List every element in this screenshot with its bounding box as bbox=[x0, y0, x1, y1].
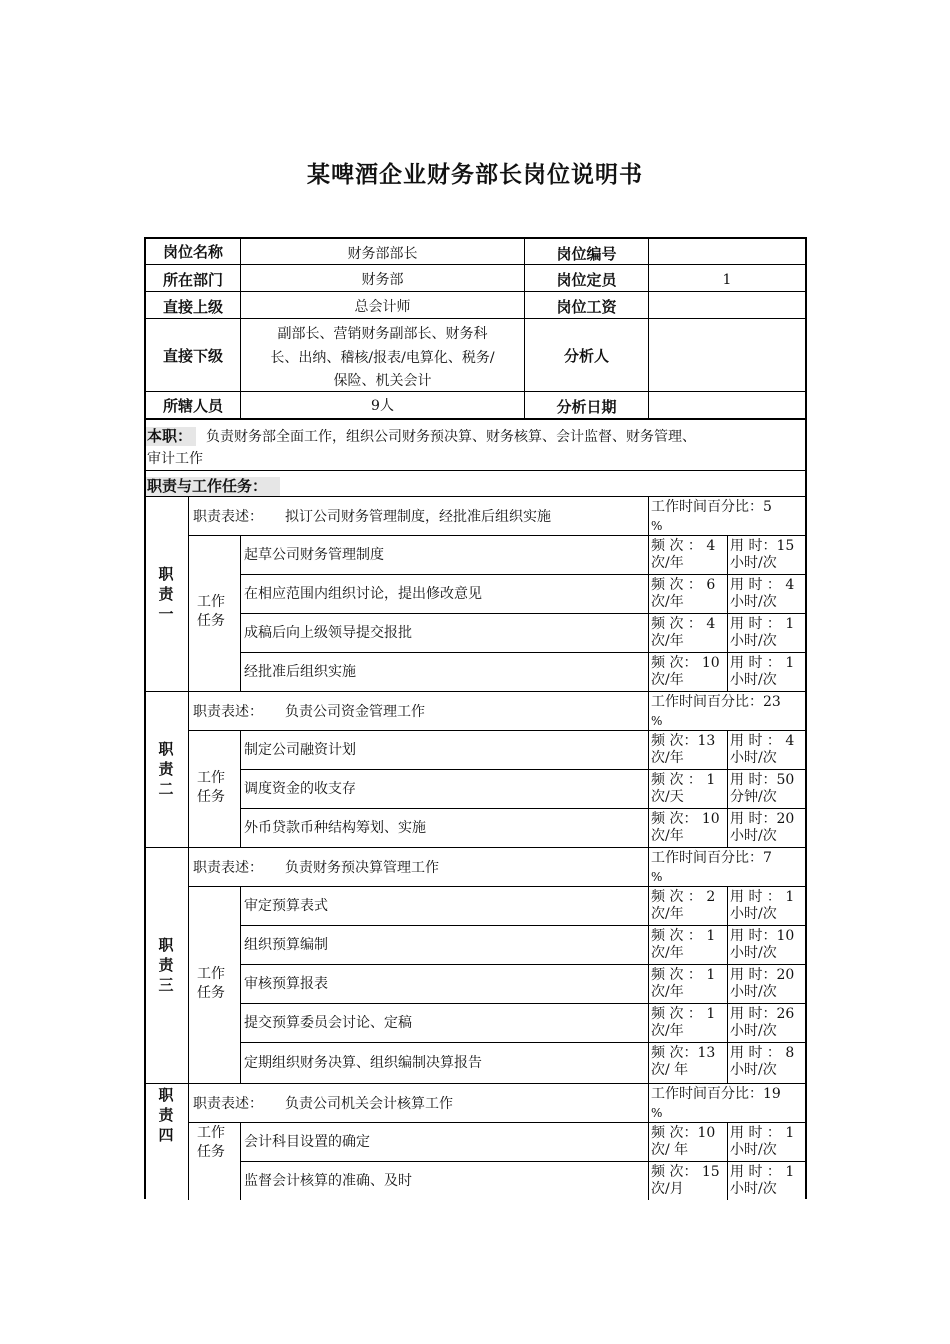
task-label: 工作任务 bbox=[197, 770, 225, 805]
duty-summary-line-1: 负责财务部全面工作，组织公司财务预决算、财务核算、会计监督、财务管理、 bbox=[206, 429, 696, 445]
task-duration-unit: 小时/次 bbox=[730, 1062, 777, 1078]
task-duration-unit: 小时/次 bbox=[730, 672, 777, 688]
task-text: 监督会计核算的准确、及时 bbox=[244, 1173, 412, 1189]
quota-label: 岗位定员 bbox=[556, 271, 617, 289]
duty-desc: 负责公司机关会计核算工作 bbox=[285, 1096, 453, 1112]
task-duration: 用 时 ： 4 bbox=[730, 577, 795, 593]
date-label: 分析日期 bbox=[556, 398, 617, 416]
staff-value: 9人 bbox=[371, 398, 394, 414]
position-name-value: 财务部部长 bbox=[347, 246, 418, 262]
work-time-percent-unit: % bbox=[651, 870, 663, 884]
task-duration: 用 时 ： 8 bbox=[730, 1045, 795, 1061]
task-duration: 用 时：20 bbox=[730, 967, 795, 983]
task-label: 工作任务 bbox=[197, 966, 225, 1001]
task-frequency-unit: 次/ 年 bbox=[651, 1062, 689, 1078]
task-frequency: 频 次： 10 bbox=[651, 811, 720, 827]
duty-desc-label: 职责表述： bbox=[193, 704, 263, 720]
task-frequency: 频 次 ： 4 bbox=[651, 538, 716, 554]
work-time-percent: 工作时间百分比：19 bbox=[651, 1086, 781, 1102]
task-duration-unit: 小时/次 bbox=[730, 906, 777, 922]
task-duration-unit: 小时/次 bbox=[730, 633, 777, 649]
task-label: 工作任务 bbox=[197, 594, 225, 629]
duty-desc: 负责公司资金管理工作 bbox=[285, 704, 425, 720]
duty-desc: 拟订公司财务管理制度，经批准后组织实施 bbox=[285, 509, 551, 525]
task-duration: 用 时：26 bbox=[730, 1006, 795, 1022]
task-duration-unit: 小时/次 bbox=[730, 1142, 777, 1158]
work-time-percent: 工作时间百分比：5 bbox=[651, 499, 772, 515]
task-duration-unit: 小时/次 bbox=[730, 594, 777, 610]
task-frequency-unit: 次/年 bbox=[651, 945, 684, 961]
task-duration: 用 时 ： 1 bbox=[730, 889, 795, 905]
task-frequency-unit: 次/年 bbox=[651, 906, 684, 922]
subordinate-line-3: 保险、机关会计 bbox=[333, 373, 432, 389]
task-text: 经批准后组织实施 bbox=[244, 664, 356, 680]
task-frequency: 频 次：10 bbox=[651, 1125, 716, 1141]
position-no-label: 岗位编号 bbox=[556, 245, 617, 263]
task-duration-unit: 小时/次 bbox=[730, 750, 777, 766]
task-text: 定期组织财务决算、组织编制决算报告 bbox=[244, 1055, 482, 1071]
task-text: 起草公司财务管理制度 bbox=[244, 547, 384, 563]
task-text: 在相应范围内组织讨论，提出修改意见 bbox=[244, 586, 482, 602]
analyst-label: 分析人 bbox=[563, 347, 609, 365]
task-duration-unit: 小时/次 bbox=[730, 1181, 777, 1197]
work-time-percent-unit: % bbox=[651, 519, 663, 533]
task-duration-unit: 小时/次 bbox=[730, 828, 777, 844]
task-frequency: 频 次 ： 6 bbox=[651, 577, 716, 593]
task-frequency-unit: 次/年 bbox=[651, 633, 684, 649]
subordinate-line-2: 长、出纳、稽核/报表/电算化、税务/ bbox=[270, 350, 495, 366]
task-frequency-unit: 次/年 bbox=[651, 1023, 684, 1039]
duty-name: 职责三 bbox=[158, 936, 174, 994]
task-text: 调度资金的收支存 bbox=[244, 781, 356, 797]
task-frequency: 频 次：13 bbox=[651, 733, 716, 749]
duty-name: 职责二 bbox=[158, 740, 174, 798]
task-frequency-unit: 次/年 bbox=[651, 555, 684, 571]
duties-header: 职责与工作任务： bbox=[147, 477, 268, 495]
subordinate-label: 直接下级 bbox=[162, 347, 223, 365]
task-text: 审定预算表式 bbox=[244, 898, 328, 914]
task-frequency-unit: 次/年 bbox=[651, 750, 684, 766]
duty-summary-label: 本职： bbox=[147, 427, 193, 445]
task-duration: 用 时：50 bbox=[730, 772, 795, 788]
task-frequency: 频 次： 15 bbox=[651, 1164, 720, 1180]
duty-desc: 负责财务预决算管理工作 bbox=[285, 860, 439, 876]
task-frequency-unit: 次/年 bbox=[651, 672, 684, 688]
duty-desc-label: 职责表述： bbox=[193, 509, 263, 525]
subordinate-line-1: 副部长、营销财务副部长、财务科 bbox=[277, 326, 488, 342]
salary-label: 岗位工资 bbox=[556, 298, 617, 316]
task-frequency-unit: 次/天 bbox=[651, 789, 684, 805]
duty-desc-label: 职责表述： bbox=[193, 860, 263, 876]
task-frequency: 频 次 ： 2 bbox=[651, 889, 716, 905]
task-frequency: 频 次 ： 1 bbox=[651, 967, 716, 983]
task-text: 成稿后向上级领导提交报批 bbox=[244, 625, 412, 641]
staff-label: 所辖人员 bbox=[162, 397, 223, 415]
task-text: 组织预算编制 bbox=[244, 937, 328, 953]
department-label: 所在部门 bbox=[162, 271, 223, 289]
work-time-percent-unit: % bbox=[651, 1106, 663, 1120]
task-text: 提交预算委员会讨论、定稿 bbox=[244, 1015, 412, 1031]
task-text: 制定公司融资计划 bbox=[244, 742, 356, 758]
document-title: 某啤酒企业财务部长岗位说明书 bbox=[307, 162, 643, 188]
duty-summary-line-2: 审计工作 bbox=[147, 451, 203, 467]
task-frequency-unit: 次/ 年 bbox=[651, 1142, 689, 1158]
task-duration-unit: 小时/次 bbox=[730, 984, 777, 1000]
task-frequency: 频 次 ： 1 bbox=[651, 928, 716, 944]
task-label: 工作任务 bbox=[197, 1125, 225, 1160]
task-duration: 用 时 ： 1 bbox=[730, 655, 795, 671]
task-duration: 用 时 ： 1 bbox=[730, 1125, 795, 1141]
task-text: 会计科目设置的确定 bbox=[244, 1134, 370, 1150]
duty-name: 职责一 bbox=[158, 565, 174, 623]
work-time-percent-unit: % bbox=[651, 714, 663, 728]
work-time-percent: 工作时间百分比：23 bbox=[651, 694, 781, 710]
task-duration: 用 时 ： 4 bbox=[730, 733, 795, 749]
task-duration-unit: 小时/次 bbox=[730, 945, 777, 961]
task-frequency-unit: 次/年 bbox=[651, 828, 684, 844]
task-duration-unit: 小时/次 bbox=[730, 1023, 777, 1039]
task-text: 审核预算报表 bbox=[244, 976, 328, 992]
work-time-percent: 工作时间百分比：7 bbox=[651, 850, 772, 866]
task-frequency: 频 次 ： 1 bbox=[651, 772, 716, 788]
task-duration: 用 时：15 bbox=[730, 538, 795, 554]
position-name-label: 岗位名称 bbox=[162, 243, 223, 261]
task-frequency: 频 次：13 bbox=[651, 1045, 716, 1061]
superior-label: 直接上级 bbox=[162, 298, 223, 316]
task-frequency: 频 次 ： 1 bbox=[651, 1006, 716, 1022]
task-text: 外币贷款币种结构筹划、实施 bbox=[244, 820, 426, 836]
task-frequency: 频 次： 10 bbox=[651, 655, 720, 671]
superior-value: 总会计师 bbox=[354, 299, 411, 315]
task-duration-unit: 小时/次 bbox=[730, 555, 777, 571]
task-duration-unit: 分钟/次 bbox=[730, 789, 777, 805]
duty-desc-label: 职责表述： bbox=[193, 1096, 263, 1112]
task-duration: 用 时：20 bbox=[730, 811, 795, 827]
task-frequency-unit: 次/月 bbox=[651, 1181, 684, 1197]
task-duration: 用 时：10 bbox=[730, 928, 795, 944]
task-frequency-unit: 次/年 bbox=[651, 984, 684, 1000]
duty-name: 职责四 bbox=[158, 1086, 174, 1144]
department-value: 财务部 bbox=[361, 272, 404, 288]
task-duration: 用 时 ： 1 bbox=[730, 616, 795, 632]
quota-value: 1 bbox=[722, 272, 732, 288]
task-frequency-unit: 次/年 bbox=[651, 594, 684, 610]
task-frequency: 频 次 ： 4 bbox=[651, 616, 716, 632]
task-duration: 用 时 ： 1 bbox=[730, 1164, 795, 1180]
